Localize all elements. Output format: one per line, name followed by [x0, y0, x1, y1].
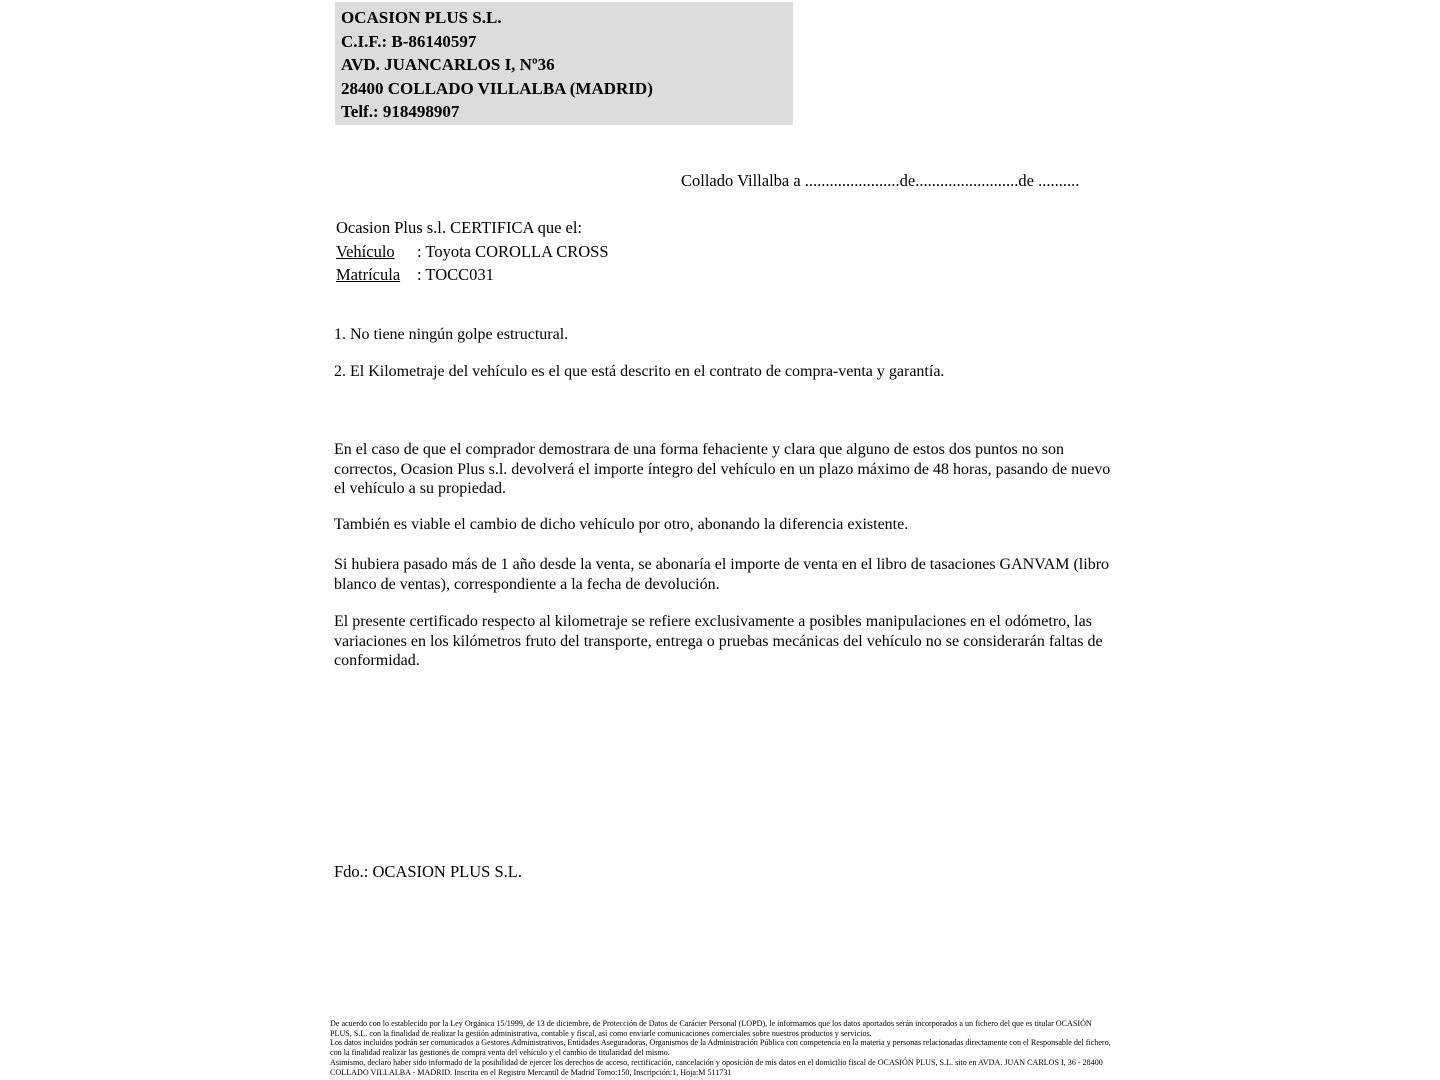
- body-paragraph-refund: En el caso de que el comprador demostrara de una forma fehaciente y clara que alguno de estos dos puntos no son correctos, Ocasion Plus s.l. devolverá el importe íntegro del vehículo en un plazo máximo de 48 horas, pasando de nuevo el vehículo a su propiedad.: [334, 441, 1111, 497]
- company-city: 28400 COLLADO VILLALBA (MADRID): [341, 78, 653, 98]
- plate-label-wrap: [336, 263, 417, 287]
- certification-intro: Ocasion Plus s.l. CERTIFICA que el:: [336, 218, 583, 237]
- company-phone: Telf.: 918498907: [341, 102, 460, 121]
- letterhead-box: [335, 2, 793, 125]
- legal-paragraph-rights: Asimismo, declaro haber sido informado de la posibilidad de ejercer los derechos de acceso, rectificación, cancelación y oposición de mis datos en el domicilio fiscal de OCASIÓN PLUS, S.L. sito en AVDA. JUAN CARLOS I, 36 - 28400 COLLADO VILLALBA - MADRID. Inscrita en el Registro Mercantil de Madrid Tomo:150, Inscripción:1, Hoja:M 511731: [330, 1057, 1103, 1077]
- vehicle-label: Vehículo: [336, 241, 395, 261]
- vehicle-value: : Toyota COROLLA CROSS: [417, 241, 609, 261]
- body-paragraph-exchange: También es viable el cambio de dicho vehículo por otro, abonando la diferencia existente.: [334, 516, 909, 533]
- plate-row: [336, 263, 609, 287]
- condition-item-2: 2. El Kilometraje del vehículo es el que está descrito en el contrato de compra-venta y garantía.: [334, 363, 945, 380]
- plate-label: Matrícula: [336, 265, 401, 284]
- plate-value: : TOCC031: [417, 265, 494, 284]
- signature-line: Fdo.: OCASION PLUS S.L.: [334, 862, 522, 881]
- company-address: AVD. JUANCARLOS I, Nº36: [341, 55, 555, 74]
- legal-paragraph-lopd: De acuerdo con lo establecido por la Ley Orgánica 15/1999, de 13 de diciembre, de Protección de Datos de Carácter Personal (LOPD), le informamos que los datos aportados serán incorporados a un fichero del que es titular OCASIÓN PLUS, S.L. con la finalidad de realizar la gestión administrativa, contable y fiscal, así como enviarle comunicaciones comerciales sobre nuestros productos y servicios.: [330, 1019, 1092, 1038]
- legal-notice: [330, 1019, 1114, 1077]
- certification-block: [336, 216, 609, 287]
- vehicle-label-wrap: [336, 240, 417, 264]
- body-paragraph-odometer: El presente certificado respecto al kilometraje se refiere exclusivamente a posibles manipulaciones en el odómetro, las variaciones en los kilómetros fruto del transporte, entrega o pruebas mecánicas del vehículo no se considerarán faltas de conformidad.: [334, 613, 1103, 669]
- condition-item-1: 1. No tiene ningún golpe estructural.: [334, 326, 569, 343]
- date-line: Collado Villalba a .......................de.........................de ..........: [681, 171, 1080, 190]
- vehicle-row: [336, 240, 609, 264]
- legal-paragraph-data-sharing: Los datos incluidos podrán ser comunicados a Gestores Administrativos, Entidades Aseguradoras, Organismos de la Administración Pública con competencia en la materia y personas relacionadas directamente con el Responsable del fichero, con la finalidad realizar las gestiones de compra venta del vehículo y el cambio de titularidad del mismo.: [330, 1038, 1111, 1058]
- company-cif: C.I.F.: B-86140597: [341, 31, 477, 51]
- body-paragraph-ganvam: Si hubiera pasado más de 1 año desde la venta, se abonaría el importe de venta en el libro de tasaciones GANVAM (libro blanco de ventas), correspondiente a la fecha de devolución.: [334, 556, 1110, 593]
- company-name: OCASION PLUS S.L.: [341, 8, 502, 27]
